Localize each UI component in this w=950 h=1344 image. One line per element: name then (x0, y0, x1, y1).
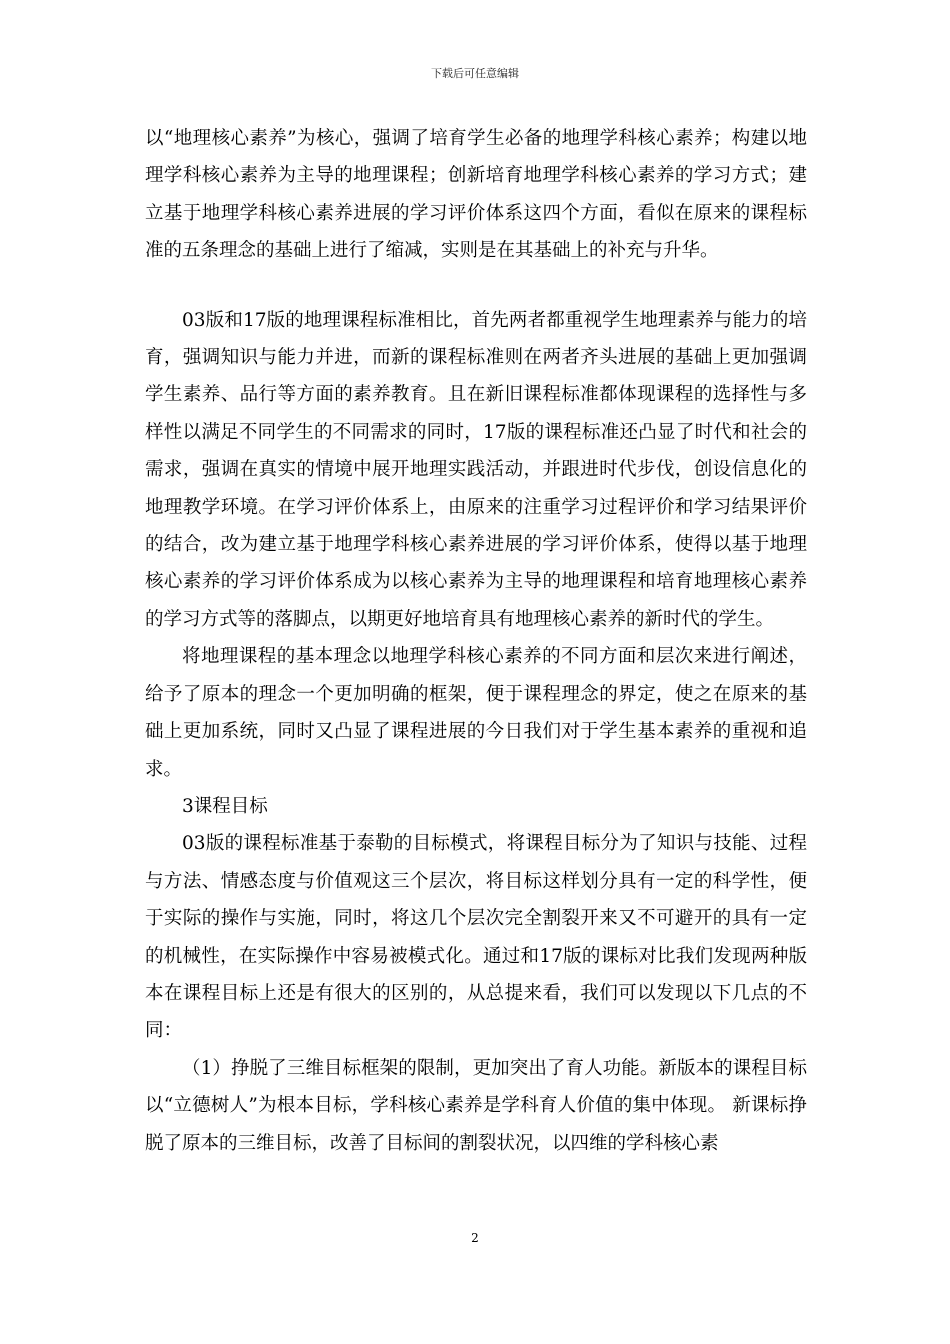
body-text (145, 120, 807, 1162)
paragraph-continuation: 以“地理核心素养”为核心，强调了培育学生必备的地理学科核心素养；构建以地理学科核心素养为主导的地理课程；创新培育地理学科核心素养的学习方式；建立基于地理学科核心素养进展的学习评价体系这四个方面，看似在原来的课程标准的五条理念的基础上进行了缩减，实则是在其基础上的补充与升华。 (145, 128, 807, 262)
paragraph-comparison: 03版和17版的地理课程标准相比，首先两者都重视学生地理素养与能力的培育，强调知识与能力并进，而新的课程标准则在两者齐头进展的基础上更加强调学生素养、品行等方面的素养教育。且在新旧课程标准都体现课程的选择性与多样性以满足不同学生的不同需求的同时，17版的课程标准还凸显了时代和社会的需求，强调在真实的情境中展开地理实践活动，并跟进时代步伐，创设信息化的地理教学环境。在学习评价体系上，由原来的注重学习过程评价和学习结果评价的结合，改为建立基于地理学科核心素养进展的学习评价体系，使得以基于地理核心素养的学习评价体系成为以核心素养为主导的地理课程和培育地理核心素养的学习方式等的落脚点，以期更好地培育具有地理核心素养的新时代的学生。 (145, 309, 807, 630)
paragraph-point-1: （1）挣脱了三维目标框架的限制，更加突出了育人功能。新版本的课程目标以“立德树人”为根本目标，学科核心素养是学科育人价值的集中体现。 新课标挣脱了原本的三维目标，改善了目标间的割裂状况，以四维的学科核心素 (145, 1057, 807, 1154)
paragraph-framework: 将地理课程的基本理念以地理学科核心素养的不同方面和层次来进行阐述，给予了原本的理念一个更加明确的框架，便于课程理念的界定，使之在原来的基础上更加系统，同时又凸显了课程进展的今日我们对于学生基本素养的重视和追求。 (145, 646, 807, 780)
page-number: 2 (471, 1231, 479, 1245)
section-heading-course-goals: 3课程目标 (182, 795, 268, 817)
paragraph-goals: 03版的课程标准基于泰勒的目标模式，将课程目标分为了知识与技能、过程与方法、情感态度与价值观这三个层次，将目标这样划分具有一定的科学性，便于实际的操作与实施，同时，将这几个层次完全割裂开来又不可避开的具有一定的机械性，在实际操作中容易被模式化。通过和17版的课标对比我们发现两种版本在课程目标上还是有很大的区别的，从总提来看，我们可以发现以下几点的不同： (145, 833, 807, 1042)
page-header: 下载后可任意编辑 (431, 67, 519, 80)
